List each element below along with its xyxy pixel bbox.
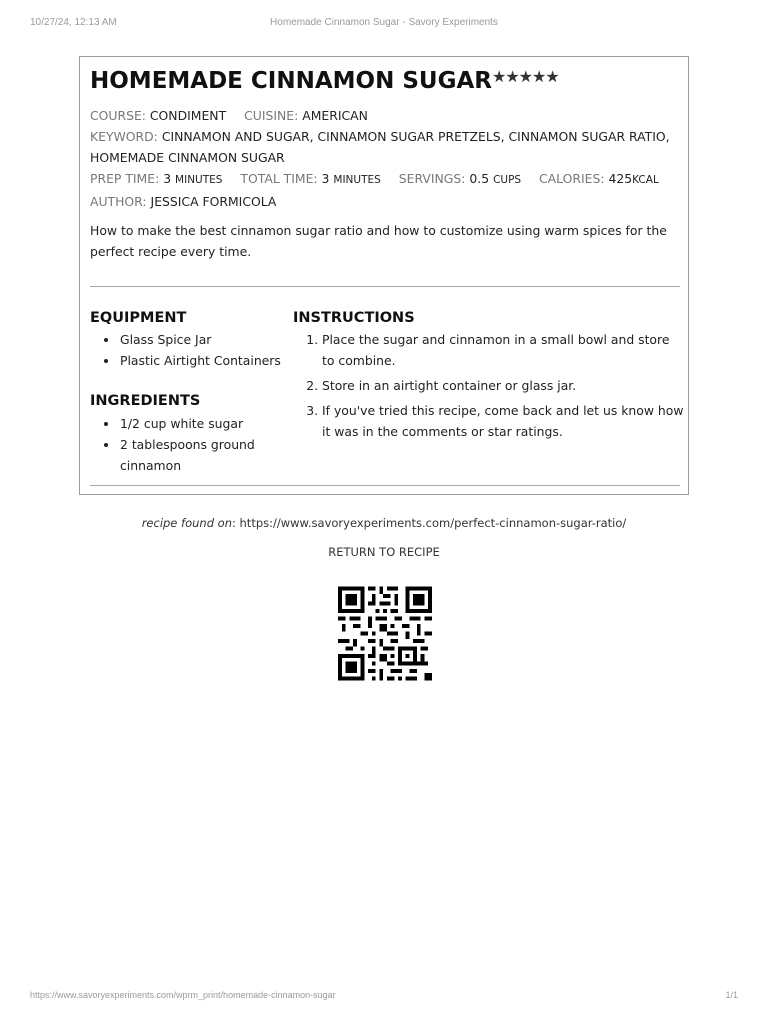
print-url: https://www.savoryexperiments.com/wprm_print/homemade-cinnamon-sugar xyxy=(30,990,336,1000)
calories-value: 425 xyxy=(608,171,633,186)
prep-time-unit: MINUTES xyxy=(175,174,223,186)
instruction-step: 1. Place the sugar and cinnamon in a small bowl and store to combine. xyxy=(322,329,684,371)
ingredient-item: • 1/2 cup white sugar xyxy=(119,413,309,434)
divider-bottom xyxy=(90,485,680,486)
instructions-list xyxy=(293,329,684,446)
recipe-title xyxy=(90,68,559,94)
calories-label: CALORIES: xyxy=(539,171,605,186)
equipment-heading: EQUIPMENT xyxy=(90,310,187,326)
equipment-list xyxy=(90,329,309,371)
calories-unit: KCAL xyxy=(632,174,659,186)
print-date: 10/27/24, 12:13 AM xyxy=(30,17,117,28)
keyword-row xyxy=(90,126,675,168)
ingredients-list xyxy=(90,413,309,476)
equipment-item: • Glass Spice Jar xyxy=(119,329,309,350)
recipe-meta xyxy=(90,105,675,212)
print-footer xyxy=(30,990,738,1004)
servings-unit: CUPS xyxy=(493,174,522,186)
prep-time-label: PREP TIME: xyxy=(90,171,160,186)
author-row xyxy=(90,191,675,212)
instruction-step: 2. Store in an airtight container or glass jar. xyxy=(322,375,684,396)
recipe-summary: How to make the best cinnamon sugar ratio and how to customize using warm spices for the perfect recipe every time. xyxy=(90,223,667,259)
instructions-heading: INSTRUCTIONS xyxy=(293,310,415,326)
recipe-source-url[interactable]: https://www.savoryexperiments.com/perfect-cinnamon-sugar-ratio/ xyxy=(239,516,627,530)
qr-code-icon xyxy=(338,585,432,682)
cuisine-value: AMERICAN xyxy=(302,108,368,123)
ingredient-item: • 2 tablespoons ground cinnamon xyxy=(119,434,309,476)
return-to-recipe-link[interactable]: RETURN TO RECIPE xyxy=(328,545,440,559)
total-time-label: TOTAL TIME: xyxy=(240,171,318,186)
course-label: COURSE: xyxy=(90,108,146,123)
ingredients-heading: INGREDIENTS xyxy=(90,393,201,409)
print-header xyxy=(30,17,738,33)
recipe-found-label: recipe found on xyxy=(141,516,232,530)
course-cuisine-row xyxy=(90,105,675,126)
page-number: 1/1 xyxy=(725,990,738,1000)
course-value: CONDIMENT xyxy=(149,108,227,123)
prep-time-value: 3 xyxy=(163,171,172,186)
recipe-card xyxy=(79,56,689,495)
keyword-label: KEYWORD: xyxy=(90,129,158,144)
rating-stars-icon: ★★★★★ xyxy=(491,67,559,86)
total-time-unit: MINUTES xyxy=(333,174,381,186)
keyword-value: CINNAMON AND SUGAR, CINNAMON SUGAR PRETZELS, CINNAMON SUGAR RATIO, HOMEMADE CINNAMON SUGAR xyxy=(90,129,670,165)
print-page-title: Homemade Cinnamon Sugar - Savory Experiments xyxy=(270,17,498,28)
servings-value: 0.5 xyxy=(469,171,490,186)
author-value: JESSICA FORMICOLA xyxy=(150,194,277,209)
divider-top xyxy=(90,286,680,287)
recipe-title-text: HOMEMADE CINNAMON SUGAR xyxy=(90,68,492,94)
total-time-value: 3 xyxy=(321,171,330,186)
times-row xyxy=(90,168,675,191)
cuisine-label: CUISINE: xyxy=(244,108,299,123)
servings-label: SERVINGS: xyxy=(398,171,466,186)
equipment-item: • Plastic Airtight Containers xyxy=(119,350,309,371)
recipe-source: recipe found on: https://www.savoryexperiments.com/perfect-cinnamon-sugar-ratio/ xyxy=(141,516,627,530)
author-label: AUTHOR: xyxy=(90,194,147,209)
instruction-step: 3. If you've tried this recipe, come back and let us know how it was in the comments or star ratings. xyxy=(322,400,684,442)
